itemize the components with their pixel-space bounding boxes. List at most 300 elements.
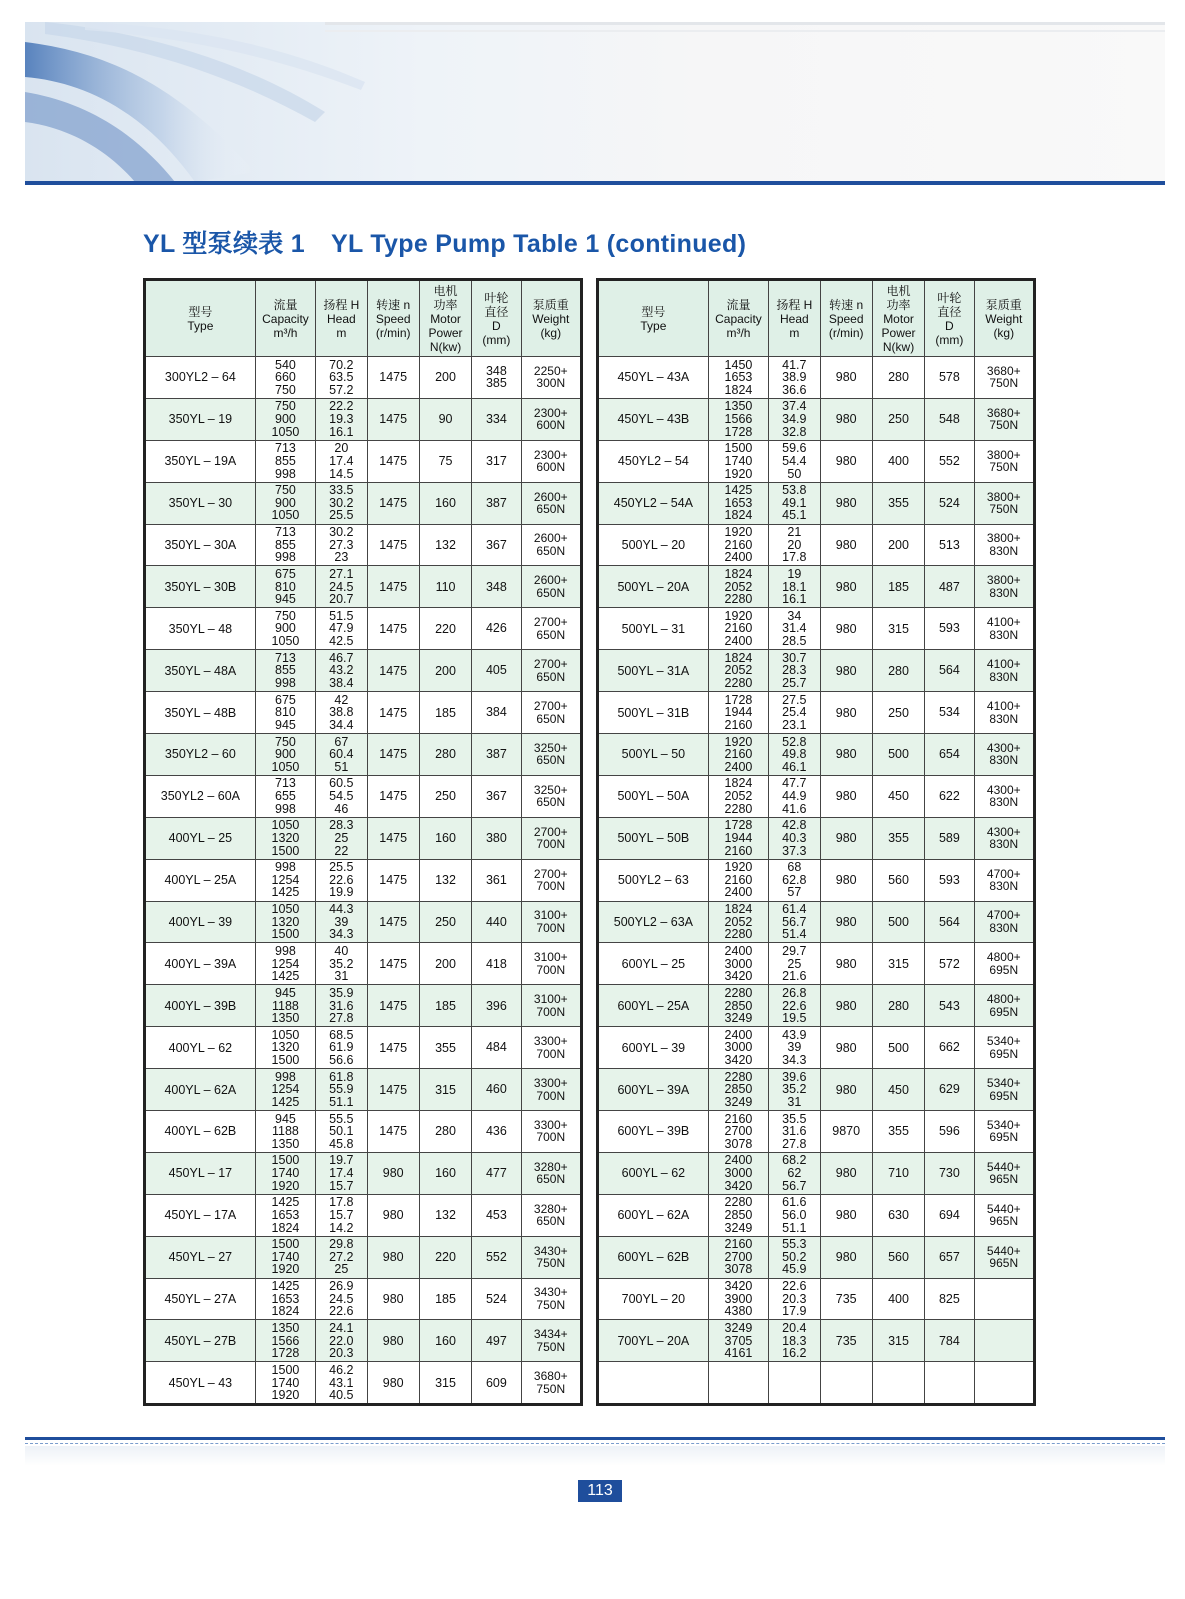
cell-power: 185: [419, 1278, 471, 1320]
cell-capacity-value: 1425: [271, 1195, 300, 1210]
table-row: [598, 1362, 1035, 1405]
cell-diameter-value: 367: [485, 537, 507, 552]
table-row: [145, 608, 582, 650]
cell-weight: [521, 943, 581, 985]
cell-speed: 735: [820, 1278, 872, 1320]
cell-capacity: [255, 398, 315, 440]
cell-head-value: 19: [787, 567, 802, 581]
cell-capacity: [255, 817, 315, 859]
cell-capacity-value: 3420: [724, 969, 753, 984]
table-row: [598, 1236, 1035, 1278]
cell-speed: 980: [820, 440, 872, 482]
cell-type: 300YL2 – 64: [145, 357, 256, 399]
cell-capacity-value: 1050: [271, 634, 300, 649]
cell-diameter-value: 524: [485, 1291, 507, 1306]
cell-capacity-value: 3249: [724, 1094, 753, 1109]
cell-type: 600YL – 62A: [598, 1194, 709, 1236]
cell-weight: [974, 985, 1034, 1027]
cell-weight: [521, 608, 581, 650]
cell-head-value: 30.2: [329, 525, 354, 540]
cell-type: 500YL – 31: [598, 608, 709, 650]
cell-capacity-value: 1920: [271, 1388, 300, 1403]
cell-diameter: [472, 1152, 521, 1194]
cell-weight-value: 695N: [989, 1088, 1019, 1103]
cell-capacity-value: 1824: [724, 508, 753, 523]
cell-weight-value: 3800+: [986, 573, 1021, 588]
cell-head-value: 22.6: [329, 872, 354, 887]
cell-head-value: 47.9: [329, 621, 354, 636]
cell-capacity-value: 660: [275, 370, 296, 385]
cell-capacity-value: 855: [275, 663, 296, 678]
cell-diameter-value: 513: [938, 537, 960, 552]
cell-head: [769, 566, 820, 608]
cell-diameter: [925, 1027, 974, 1069]
cell-power: 400: [872, 440, 924, 482]
cell-speed: 1475: [367, 1111, 419, 1153]
cell-power: 315: [419, 1069, 471, 1111]
cell-weight: [974, 734, 1034, 776]
cell-type: 500YL – 20A: [598, 566, 709, 608]
cell-capacity-value: 3420: [724, 1279, 753, 1294]
table-row: [145, 1320, 582, 1362]
cell-head: [769, 398, 820, 440]
cell-diameter-value: 384: [485, 705, 507, 720]
cell-type: 450YL2 – 54A: [598, 482, 709, 524]
cell-diameter: [472, 482, 521, 524]
cell-weight-value: 700N: [536, 1004, 566, 1019]
cell-head-value: 45.9: [782, 1262, 807, 1277]
cell-capacity-value: 1500: [271, 1052, 300, 1067]
cell-speed: 980: [820, 734, 872, 776]
cell-capacity-value: 1944: [724, 830, 753, 845]
cell-diameter: [472, 692, 521, 734]
cell-diameter-value: 334: [485, 412, 507, 427]
cell-capacity-value: 1350: [271, 1321, 300, 1336]
cell-diameter: [925, 566, 974, 608]
cell-capacity-value: 1824: [724, 902, 753, 917]
cell-capacity-value: 1920: [271, 1178, 300, 1193]
cell-head-value: 35.9: [329, 985, 354, 1000]
cell-capacity-value: 2160: [724, 537, 753, 552]
cell-diameter-value: 418: [485, 956, 507, 971]
cell-head: [316, 734, 367, 776]
cell-head: [316, 398, 367, 440]
cell-weight-value: 830N: [989, 711, 1019, 726]
cell-speed: 1475: [367, 482, 419, 524]
cell-capacity-value: 2400: [724, 885, 753, 900]
cell-capacity-value: 4380: [724, 1304, 753, 1319]
cell-capacity-value: 2280: [724, 927, 753, 942]
cell-head: [316, 1236, 367, 1278]
cell-head-value: 25: [334, 1262, 349, 1277]
cell-head-value: 20.3: [329, 1346, 354, 1361]
cell-head-value: 34.4: [329, 717, 354, 732]
footer-rule: [25, 1437, 1165, 1440]
cell-speed: 980: [820, 775, 872, 817]
cell-type: 450YL – 43: [145, 1362, 256, 1405]
cell-head: [316, 482, 367, 524]
cell-speed: 980: [820, 985, 872, 1027]
cell-diameter-value: 784: [938, 1333, 960, 1348]
cell-diameter: [925, 1152, 974, 1194]
col-power: 电机 功率 Motor Power N(kw): [872, 280, 924, 357]
cell-type: 500YL – 50B: [598, 817, 709, 859]
cell-type: 400YL – 25A: [145, 859, 256, 901]
cell-diameter-value: 572: [938, 956, 960, 971]
cell-diameter-value: 440: [485, 914, 507, 929]
cell-capacity-value: 2280: [724, 675, 753, 690]
cell-head-value: 19.3: [329, 412, 354, 427]
cell-capacity-value: 2052: [724, 914, 753, 929]
cell-diameter-value: 405: [485, 663, 507, 678]
cell-diameter: [925, 482, 974, 524]
cell-weight: [521, 1320, 581, 1362]
cell-diameter: [925, 1111, 974, 1153]
cell-diameter: [925, 901, 974, 943]
cell-head: [316, 1194, 367, 1236]
cell-head-value: 44.3: [329, 902, 354, 917]
col-capacity: 流量 Capacity m³/h: [708, 280, 768, 357]
table-row: [598, 650, 1035, 692]
cell-head: [769, 1111, 820, 1153]
cell-diameter: [925, 1320, 974, 1362]
cell-weight: [974, 1069, 1034, 1111]
cell-head: [316, 859, 367, 901]
cell-weight-value: 700N: [536, 1130, 566, 1145]
cell-weight: [521, 985, 581, 1027]
cell-weight: [974, 1362, 1034, 1405]
cell-capacity-value: 675: [275, 567, 296, 581]
header-banner: [25, 22, 1165, 182]
cell-head-value: 36.6: [782, 382, 807, 397]
cell-speed: 1475: [367, 398, 419, 440]
cell-weight: [974, 608, 1034, 650]
cell-capacity-value: 998: [275, 1069, 296, 1084]
cell-capacity-value: 1188: [272, 998, 299, 1013]
cell-diameter-value: 564: [938, 914, 960, 929]
cell-diameter-value: 589: [938, 830, 960, 845]
cell-capacity: [708, 650, 768, 692]
cell-head-value: 27.5: [782, 692, 807, 707]
cell-head-value: 24.5: [329, 579, 354, 594]
cell-capacity-value: 2400: [724, 634, 753, 649]
cell-type: 450YL – 43B: [598, 398, 709, 440]
cell-diameter-value: 629: [938, 1082, 960, 1097]
cell-capacity-value: 2850: [724, 1082, 753, 1097]
cell-capacity-value: 3000: [724, 1166, 753, 1181]
cell-weight: [974, 859, 1034, 901]
page-title: [143, 224, 746, 260]
cell-head-value: 39: [787, 1040, 802, 1055]
cell-diameter: [472, 650, 521, 692]
table-body-left: [145, 357, 582, 1405]
cell-head-value: 51: [334, 759, 349, 774]
cell-head-value: 30.2: [329, 495, 354, 510]
cell-head: [316, 1069, 367, 1111]
cell-power: 185: [419, 985, 471, 1027]
cell-capacity-value: 900: [275, 621, 296, 636]
cell-weight-value: 3300+: [533, 1075, 568, 1090]
cell-speed: 1475: [367, 357, 419, 399]
cell-diameter-value: 387: [485, 495, 507, 510]
cell-head-value: 29.8: [329, 1237, 354, 1252]
cell-diameter: [925, 357, 974, 399]
cell-diameter-value: 552: [938, 453, 960, 468]
cell-capacity: [708, 734, 768, 776]
cell-speed: 980: [820, 1236, 872, 1278]
cell-weight-value: 4800+: [986, 992, 1021, 1007]
cell-head-value: 29.7: [782, 944, 807, 959]
cell-head-value: 22: [334, 843, 349, 858]
cell-power: 400: [872, 1278, 924, 1320]
cell-head: [316, 943, 367, 985]
cell-type: 450YL – 43A: [598, 357, 709, 399]
cell-head: [769, 734, 820, 776]
cell-head-value: 34.9: [782, 412, 807, 427]
cell-capacity: [708, 524, 768, 566]
cell-capacity-value: 1920: [724, 466, 753, 481]
cell-capacity: [708, 1152, 768, 1194]
cell-weight: [974, 357, 1034, 399]
cell-weight: [521, 1278, 581, 1320]
cell-diameter-value: 662: [938, 1040, 960, 1055]
table-row: [145, 775, 582, 817]
cell-speed: 980: [367, 1194, 419, 1236]
cell-type: 350YL2 – 60A: [145, 775, 256, 817]
cell-capacity-value: 998: [275, 550, 296, 565]
table-row: [598, 734, 1035, 776]
cell-head-value: 17.8: [329, 1195, 354, 1210]
col-head: 扬程 H Head m: [316, 280, 367, 357]
pump-table-right: [596, 278, 1036, 1406]
cell-capacity-value: 998: [275, 466, 296, 481]
cell-type: 350YL2 – 60: [145, 734, 256, 776]
cell-capacity-value: 2280: [724, 801, 753, 816]
cell-diameter: [925, 1069, 974, 1111]
cell-capacity-value: 2700: [724, 1124, 753, 1139]
table-row: [145, 398, 582, 440]
table-row: [598, 775, 1035, 817]
cell-speed: 980: [820, 566, 872, 608]
cell-capacity: [255, 566, 315, 608]
cell-speed: 980: [820, 650, 872, 692]
cell-speed: [820, 1362, 872, 1405]
cell-capacity: [255, 1362, 315, 1405]
cell-head-value: 55.3: [782, 1237, 807, 1252]
cell-weight: [974, 817, 1034, 859]
cell-capacity-value: 2280: [724, 1195, 753, 1210]
cell-power: 160: [419, 817, 471, 859]
cell-head-value: 27.8: [782, 1136, 807, 1151]
cell-weight: [521, 901, 581, 943]
cell-speed: 1475: [367, 775, 419, 817]
cell-head-value: 50.1: [329, 1124, 354, 1139]
table-row: [598, 482, 1035, 524]
cell-head-value: 24.1: [329, 1321, 354, 1336]
cell-head: [769, 943, 820, 985]
cell-head-value: 27.2: [329, 1249, 354, 1264]
table-row: [145, 859, 582, 901]
cell-head-value: 22.2: [329, 399, 354, 414]
table-row: [598, 398, 1035, 440]
cell-weight-value: 3680+: [533, 1369, 568, 1384]
cell-weight-value: 4100+: [986, 698, 1021, 713]
cell-capacity-value: 1350: [271, 1011, 300, 1026]
cell-weight-value: 750N: [989, 376, 1019, 391]
cell-weight-value: 750N: [989, 418, 1019, 433]
cell-head-value: 47.7: [782, 776, 807, 791]
cell-capacity: [708, 985, 768, 1027]
cell-head-value: 22.6: [782, 1279, 807, 1294]
cell-diameter-value: 487: [938, 579, 960, 594]
cell-type: [598, 1362, 709, 1405]
cell-speed: 980: [820, 1027, 872, 1069]
table-row: [145, 817, 582, 859]
cell-capacity: [255, 440, 315, 482]
cell-capacity: [255, 943, 315, 985]
table-row: [598, 1027, 1035, 1069]
cell-weight-value: 2700+: [533, 698, 568, 713]
cell-head: [316, 1320, 367, 1362]
cell-weight: [521, 1069, 581, 1111]
cell-diameter-value: 317: [485, 453, 507, 468]
cell-diameter-value: 578: [938, 370, 960, 385]
cell-head-value: 40: [334, 944, 349, 959]
cell-diameter: [925, 608, 974, 650]
cell-weight: [521, 859, 581, 901]
cell-weight: [974, 1194, 1034, 1236]
title-en: YL Type Pump Table 1 (continued): [331, 230, 747, 258]
cell-head-value: 28.3: [329, 818, 354, 833]
cell-head-value: 35.2: [329, 956, 354, 971]
cell-capacity-value: 1500: [271, 1237, 300, 1252]
cell-power: 200: [419, 943, 471, 985]
cell-head: [316, 1111, 367, 1153]
cell-weight: [521, 440, 581, 482]
cell-capacity-value: 1824: [724, 382, 753, 397]
cell-weight-value: 3680+: [986, 405, 1021, 420]
cell-head-value: 27.3: [329, 537, 354, 552]
cell-head: [316, 901, 367, 943]
cell-type: 350YL – 30: [145, 482, 256, 524]
cell-head: [316, 650, 367, 692]
cell-diameter-value: 426: [485, 621, 507, 636]
cell-head: [769, 1194, 820, 1236]
table-body-right: [598, 357, 1035, 1405]
table-row: [598, 859, 1035, 901]
cell-power: 355: [872, 482, 924, 524]
cell-weight-value: 3100+: [533, 992, 568, 1007]
cell-weight-value: 4100+: [986, 657, 1021, 672]
cell-weight-value: 3800+: [986, 447, 1021, 462]
cell-power: 280: [872, 985, 924, 1027]
table-row: [145, 357, 582, 399]
cell-head-value: 53.8: [782, 483, 807, 498]
cell-weight: [974, 775, 1034, 817]
cell-weight-value: 695N: [989, 962, 1019, 977]
cell-capacity-value: 1824: [724, 567, 753, 581]
cell-head-value: 20.3: [782, 1291, 807, 1306]
cell-head: [769, 524, 820, 566]
cell-weight-value: 4800+: [986, 950, 1021, 965]
cell-speed: 980: [820, 608, 872, 650]
cell-head-value: 57.2: [329, 382, 354, 397]
cell-weight: [974, 440, 1034, 482]
cell-head: [769, 440, 820, 482]
cell-diameter-value: 396: [485, 998, 507, 1013]
cell-capacity: [708, 692, 768, 734]
cell-head: [316, 775, 367, 817]
cell-capacity-value: 2400: [724, 1153, 753, 1168]
cell-capacity: [255, 1278, 315, 1320]
cell-weight-value: 300N: [536, 376, 566, 391]
cell-capacity-value: 1920: [724, 734, 753, 749]
cell-weight: [521, 1152, 581, 1194]
cell-diameter-value: 385: [485, 376, 507, 391]
cell-head-value: 40.3: [782, 830, 807, 845]
cell-capacity-value: 998: [275, 675, 296, 690]
cell-capacity-value: 1050: [271, 818, 300, 833]
cell-head-value: 46.7: [329, 650, 354, 665]
cell-power: 500: [872, 901, 924, 943]
cell-head: [769, 482, 820, 524]
cell-power: 450: [872, 1069, 924, 1111]
cell-weight-value: 830N: [989, 669, 1019, 684]
cell-capacity-value: 1740: [724, 453, 753, 468]
cell-head: [316, 608, 367, 650]
cell-head-value: 45.8: [329, 1136, 354, 1151]
cell-diameter: [472, 775, 521, 817]
table-row: [598, 1152, 1035, 1194]
cell-weight-value: 750N: [989, 460, 1019, 475]
col-speed: 转速 n Speed (r/min): [367, 280, 419, 357]
cell-capacity-value: 2160: [724, 717, 753, 732]
cell-power: 250: [872, 398, 924, 440]
cell-capacity: [708, 357, 768, 399]
cell-diameter: [925, 440, 974, 482]
header-rule: [25, 181, 1165, 185]
cell-capacity-value: 1320: [271, 830, 300, 845]
cell-weight-value: 700N: [536, 1046, 566, 1061]
table-row: [145, 943, 582, 985]
footer-dashed-rule: [25, 1443, 1165, 1444]
cell-capacity-value: 2280: [724, 592, 753, 607]
table-row: [598, 1111, 1035, 1153]
cell-diameter: [472, 943, 521, 985]
cell-weight-value: 5440+: [986, 1159, 1021, 1174]
table-row: [598, 357, 1035, 399]
cell-head-value: 31: [787, 1094, 802, 1109]
cell-head-value: 19.5: [782, 1011, 807, 1026]
cell-head-value: 35.5: [782, 1111, 807, 1126]
cell-weight-value: 830N: [989, 795, 1019, 810]
cell-capacity-value: 1944: [724, 705, 753, 720]
pump-table-left: [143, 278, 583, 1406]
col-weight: 泵质重 Weight (kg): [521, 280, 581, 357]
table-row: [598, 943, 1035, 985]
cell-capacity-value: 1320: [271, 914, 300, 929]
cell-head-value: 45.1: [782, 508, 807, 523]
col-speed: 转速 n Speed (r/min): [820, 280, 872, 357]
cell-speed: 980: [820, 1194, 872, 1236]
cell-capacity-value: 750: [275, 608, 296, 623]
cell-speed: 1475: [367, 817, 419, 859]
cell-capacity-value: 1740: [271, 1166, 300, 1181]
table-row: [145, 1278, 582, 1320]
cell-diameter-value: 484: [485, 1040, 507, 1055]
cell-head-value: 43.1: [329, 1375, 354, 1390]
cell-capacity: [255, 1111, 315, 1153]
